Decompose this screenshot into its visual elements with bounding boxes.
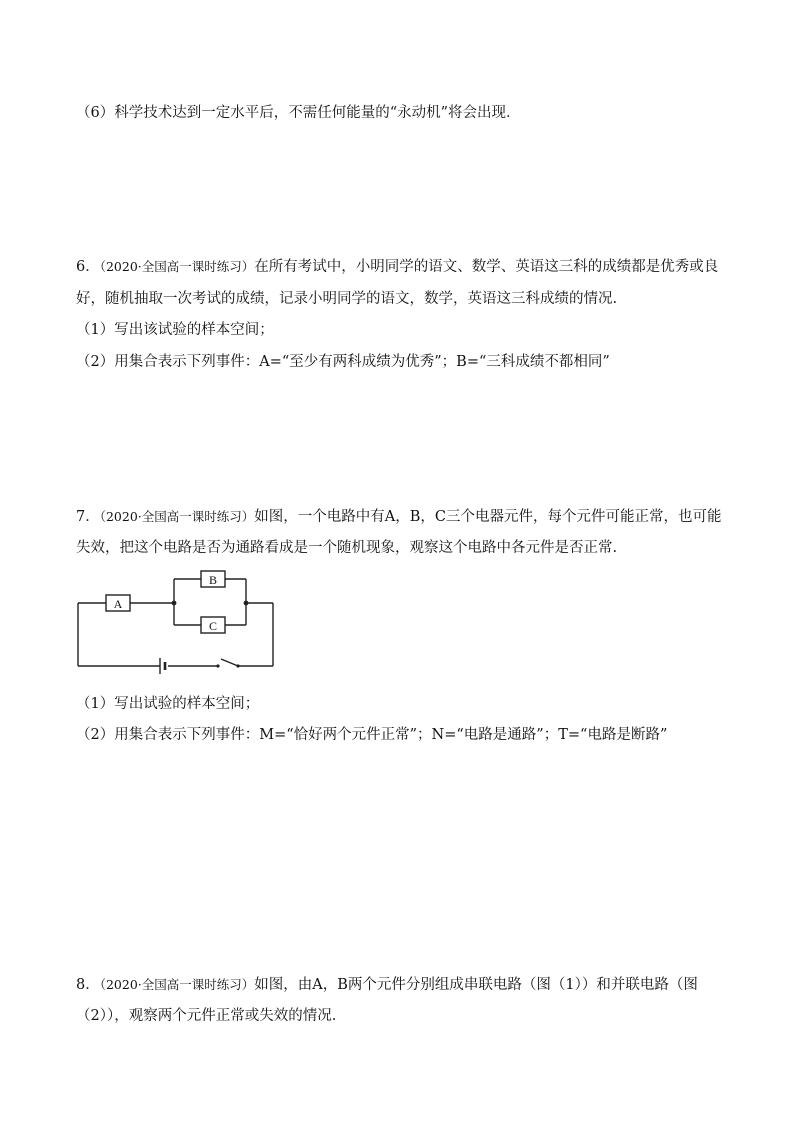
label-a: A [113, 597, 123, 611]
q6-part1: （1）写出该试验的样本空间； [76, 322, 274, 338]
q6-stem-line1 [76, 257, 718, 277]
q8-text: 如图，由A，B两个元件分别组成串联电路（图（1））和并联电路（图 [254, 977, 698, 993]
q7-stem-line2: 失效，把这个电路是否为通路看成是一个随机现象，观察这个电路中各元件是否正常. [76, 540, 618, 556]
label-c: C [208, 619, 218, 633]
q6-source: （2020·全国高一课时练习） [99, 259, 255, 274]
circuit-diagram [76, 566, 286, 674]
q7-number: 7． [76, 509, 100, 525]
q7-part2: （2）用集合表示下列事件：M=“恰好两个元件正常”；N=“电路是通路”；T=“电路是断路” [76, 727, 668, 743]
q8-stem-line1 [76, 975, 698, 995]
q5-part6: （6）科学技术达到一定水平后，不需任何能量的“永动机”将会出现． [76, 105, 521, 121]
q6-text: 在所有考试中，小明同学的语文、数学、英语这三科的成绩都是优秀或良 [254, 259, 719, 275]
q8-source: （2020·全国高一课时练习） [99, 977, 255, 992]
q8-stem-line2: （2）），观察两个元件正常或失效的情况. [76, 1008, 337, 1024]
q7-source: （2020·全国高一课时练习） [99, 509, 255, 524]
q6-stem-line2: 好，随机抽取一次考试的成绩，记录小明同学的语文，数学，英语这三科成绩的情况. [76, 291, 618, 307]
q7-text: 如图，一个电路中有A，B，C三个电器元件，每个元件可能正常，也可能 [254, 509, 722, 525]
label-b: B [208, 573, 218, 587]
q7-stem-line1 [76, 507, 722, 527]
q6-part2: （2）用集合表示下列事件：A=“至少有两科成绩为优秀”；B=“三科成绩不都相同” [76, 354, 610, 370]
q8-number: 8． [76, 977, 100, 993]
q6-number: 6． [76, 259, 100, 275]
q7-part1: （1）写出试验的样本空间； [76, 696, 260, 712]
